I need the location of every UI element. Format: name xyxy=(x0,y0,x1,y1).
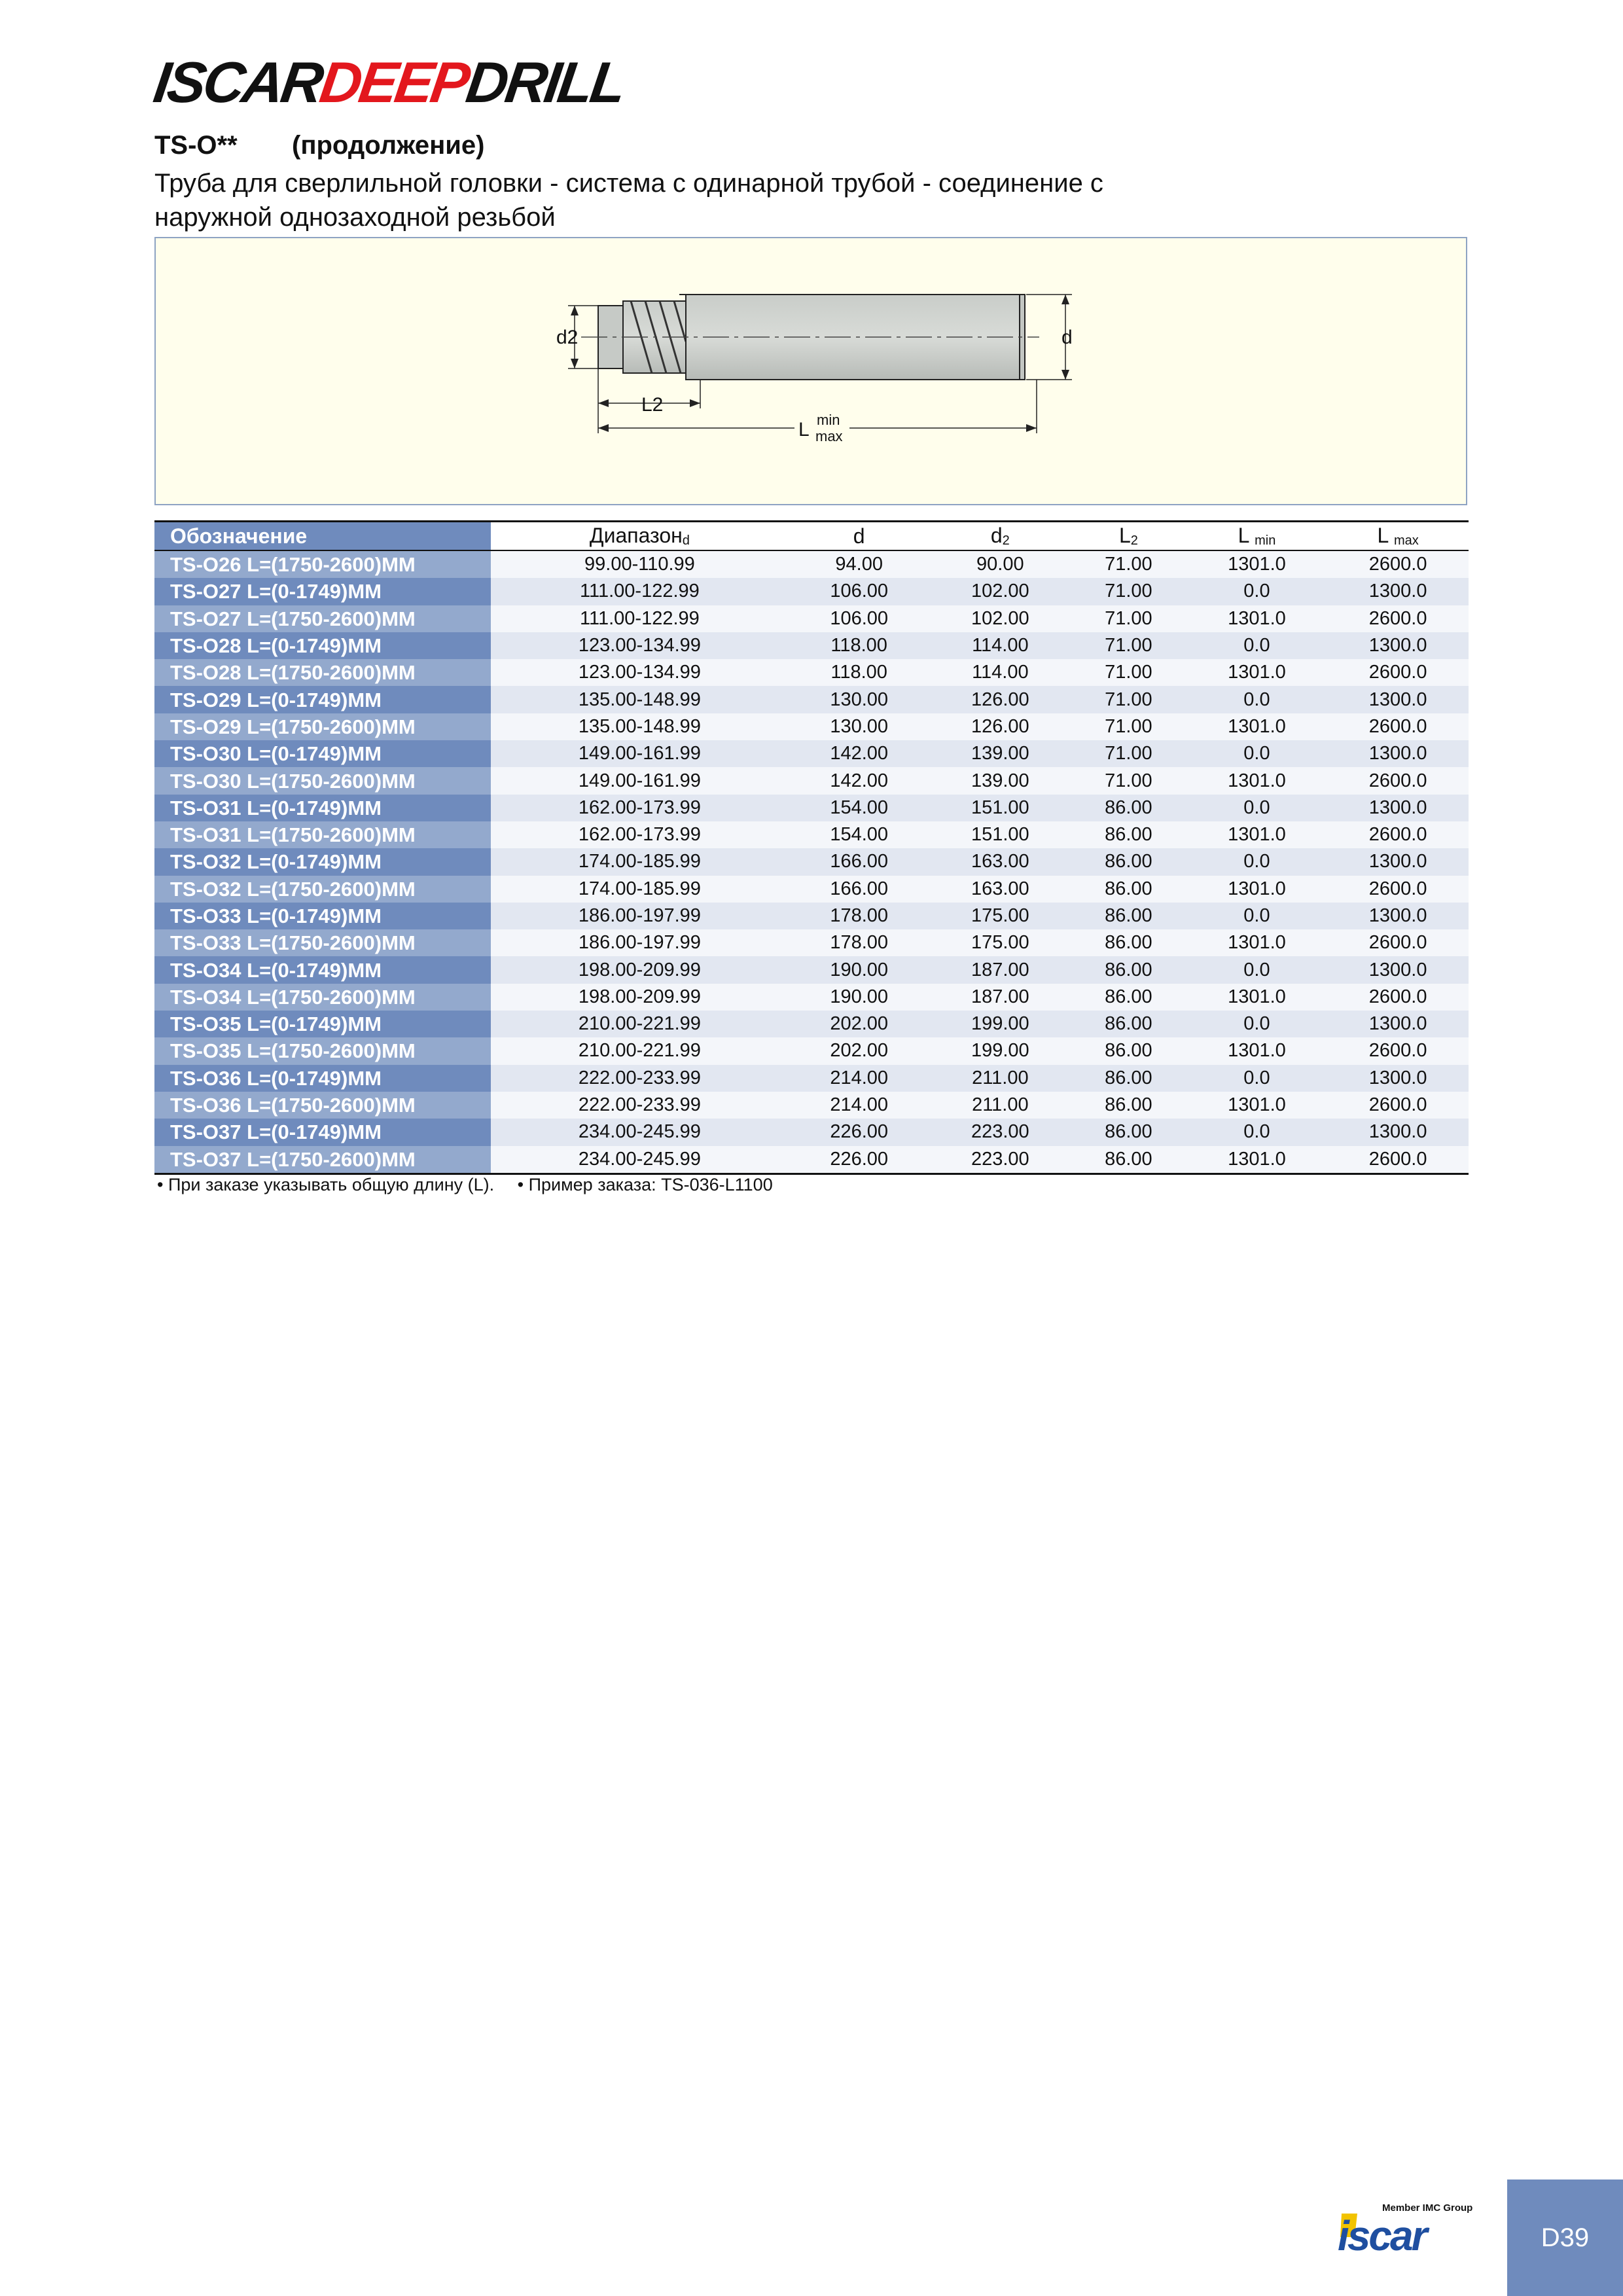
cell-lmax: 2600.0 xyxy=(1327,767,1469,794)
label-L: L xyxy=(798,419,810,440)
cell-d2: 114.00 xyxy=(930,659,1071,686)
cell-l2: 71.00 xyxy=(1071,713,1186,740)
cell-d: 142.00 xyxy=(789,767,930,794)
table-row xyxy=(154,605,1469,632)
cell-d2: 151.00 xyxy=(930,821,1071,848)
cell-lmin: 1301.0 xyxy=(1186,984,1328,1011)
cell-d2: 126.00 xyxy=(930,686,1071,713)
cell-lmax: 2600.0 xyxy=(1327,1092,1469,1119)
cell-d: 190.00 xyxy=(789,984,930,1011)
cell-range: 234.00-245.99 xyxy=(491,1146,789,1174)
cell-d: 142.00 xyxy=(789,740,930,767)
cell-lmax: 2600.0 xyxy=(1327,659,1469,686)
cell-lmax: 1300.0 xyxy=(1327,578,1469,605)
table-row xyxy=(154,632,1469,659)
col-L2: L2 xyxy=(1071,522,1186,551)
cell-lmin: 1301.0 xyxy=(1186,1092,1328,1119)
cell-lmin: 0.0 xyxy=(1186,740,1328,767)
cell-range: 174.00-185.99 xyxy=(491,848,789,875)
label-d2: d2 xyxy=(556,327,579,348)
cell-range: 111.00-122.99 xyxy=(491,578,789,605)
cell-lmax: 1300.0 xyxy=(1327,1065,1469,1092)
cell-range: 186.00-197.99 xyxy=(491,903,789,929)
cell-designation: TS-O27 L=(0-1749)MM xyxy=(154,578,491,605)
cell-d2: 187.00 xyxy=(930,984,1071,1011)
table-row xyxy=(154,1092,1469,1119)
cell-designation: TS-O32 L=(0-1749)MM xyxy=(154,848,491,875)
cell-range: 222.00-233.99 xyxy=(491,1092,789,1119)
iscar-logo-text: iscar xyxy=(1338,2212,1426,2259)
cell-lmin: 1301.0 xyxy=(1186,1037,1328,1064)
cell-d2: 223.00 xyxy=(930,1119,1071,1145)
cell-l2: 86.00 xyxy=(1071,876,1186,903)
cell-range: 222.00-233.99 xyxy=(491,1065,789,1092)
table-row xyxy=(154,956,1469,983)
table-row xyxy=(154,848,1469,875)
table-row xyxy=(154,686,1469,713)
cell-range: 198.00-209.99 xyxy=(491,956,789,983)
logo-deep-text: DEEP xyxy=(315,50,472,115)
product-description: Труба для сверлильной головки - система с одинарной трубой - соединение с наружной однозаходной резьбой xyxy=(154,169,1103,232)
cell-l2: 71.00 xyxy=(1071,740,1186,767)
cell-l2: 86.00 xyxy=(1071,1092,1186,1119)
spec-table xyxy=(154,520,1469,1175)
cell-range: 99.00-110.99 xyxy=(491,550,789,578)
cell-lmin: 1301.0 xyxy=(1186,550,1328,578)
footnote-order-example: • Пример заказа: TS-036-L1100 xyxy=(517,1175,773,1194)
cell-designation: TS-O33 L=(1750-2600)MM xyxy=(154,929,491,956)
cell-d: 130.00 xyxy=(789,686,930,713)
cell-lmax: 1300.0 xyxy=(1327,956,1469,983)
cell-lmin: 1301.0 xyxy=(1186,1146,1328,1174)
cell-lmin: 0.0 xyxy=(1186,578,1328,605)
cell-lmax: 2600.0 xyxy=(1327,929,1469,956)
cell-lmin: 1301.0 xyxy=(1186,929,1328,956)
cell-designation: TS-O36 L=(0-1749)MM xyxy=(154,1065,491,1092)
table-body xyxy=(154,550,1469,1174)
cell-l2: 71.00 xyxy=(1071,578,1186,605)
cell-lmax: 2600.0 xyxy=(1327,1037,1469,1064)
cell-range: 111.00-122.99 xyxy=(491,605,789,632)
table-header-row xyxy=(154,522,1469,551)
col-range: Диапазонd xyxy=(491,522,789,551)
cell-l2: 86.00 xyxy=(1071,1146,1186,1174)
cell-d: 154.00 xyxy=(789,821,930,848)
table-row xyxy=(154,903,1469,929)
cell-l2: 86.00 xyxy=(1071,956,1186,983)
label-d: d xyxy=(1061,327,1073,348)
cell-lmax: 1300.0 xyxy=(1327,1011,1469,1037)
table-row xyxy=(154,713,1469,740)
cell-d: 190.00 xyxy=(789,956,930,983)
cell-l2: 71.00 xyxy=(1071,632,1186,659)
imc-member-logo xyxy=(1335,2198,1472,2263)
cell-d2: 199.00 xyxy=(930,1037,1071,1064)
cell-d2: 90.00 xyxy=(930,550,1071,578)
cell-d: 154.00 xyxy=(789,795,930,821)
cell-designation: TS-O27 L=(1750-2600)MM xyxy=(154,605,491,632)
cell-lmax: 1300.0 xyxy=(1327,632,1469,659)
col-Lmax: L max xyxy=(1327,522,1469,551)
cell-designation: TS-O35 L=(0-1749)MM xyxy=(154,1011,491,1037)
cell-lmin: 0.0 xyxy=(1186,1011,1328,1037)
cell-l2: 86.00 xyxy=(1071,1011,1186,1037)
cell-lmax: 1300.0 xyxy=(1327,740,1469,767)
cell-range: 135.00-148.99 xyxy=(491,713,789,740)
cell-designation: TS-O31 L=(1750-2600)MM xyxy=(154,821,491,848)
cell-l2: 86.00 xyxy=(1071,984,1186,1011)
cell-designation: TS-O34 L=(1750-2600)MM xyxy=(154,984,491,1011)
cell-d: 118.00 xyxy=(789,659,930,686)
cell-d2: 223.00 xyxy=(930,1146,1071,1174)
cell-range: 123.00-134.99 xyxy=(491,632,789,659)
cell-l2: 86.00 xyxy=(1071,795,1186,821)
col-d: d xyxy=(789,522,930,551)
cell-d: 118.00 xyxy=(789,632,930,659)
cell-range: 174.00-185.99 xyxy=(491,876,789,903)
cell-lmin: 1301.0 xyxy=(1186,767,1328,794)
cell-lmin: 1301.0 xyxy=(1186,605,1328,632)
cell-lmin: 1301.0 xyxy=(1186,713,1328,740)
label-L2: L2 xyxy=(641,394,664,416)
iscar-deepdrill-logo xyxy=(150,50,628,115)
table-row xyxy=(154,767,1469,794)
cell-range: 186.00-197.99 xyxy=(491,929,789,956)
product-code: TS-O** xyxy=(154,131,238,160)
technical-drawing xyxy=(154,237,1467,505)
cell-lmin: 0.0 xyxy=(1186,1119,1328,1145)
table-row xyxy=(154,578,1469,605)
cell-lmin: 0.0 xyxy=(1186,1065,1328,1092)
cell-d2: 199.00 xyxy=(930,1011,1071,1037)
cell-d2: 151.00 xyxy=(930,795,1071,821)
cell-d2: 139.00 xyxy=(930,740,1071,767)
cell-designation: TS-O30 L=(1750-2600)MM xyxy=(154,767,491,794)
continued-label: (продолжение) xyxy=(292,131,485,160)
cell-d: 214.00 xyxy=(789,1092,930,1119)
table-row xyxy=(154,876,1469,903)
cell-d: 202.00 xyxy=(789,1011,930,1037)
table-row xyxy=(154,1037,1469,1064)
cell-l2: 71.00 xyxy=(1071,686,1186,713)
cell-lmin: 0.0 xyxy=(1186,795,1328,821)
cell-lmin: 1301.0 xyxy=(1186,876,1328,903)
table-row xyxy=(154,740,1469,767)
cell-range: 135.00-148.99 xyxy=(491,686,789,713)
cell-range: 198.00-209.99 xyxy=(491,984,789,1011)
cell-designation: TS-O28 L=(0-1749)MM xyxy=(154,632,491,659)
table-row xyxy=(154,795,1469,821)
cell-d: 226.00 xyxy=(789,1146,930,1174)
logo-drill-text: DRILL xyxy=(462,50,628,115)
cell-range: 210.00-221.99 xyxy=(491,1037,789,1064)
cell-designation: TS-O37 L=(1750-2600)MM xyxy=(154,1146,491,1174)
cell-l2: 71.00 xyxy=(1071,550,1186,578)
cell-lmax: 1300.0 xyxy=(1327,903,1469,929)
cell-lmax: 2600.0 xyxy=(1327,984,1469,1011)
cell-d: 94.00 xyxy=(789,550,930,578)
cell-lmin: 0.0 xyxy=(1186,686,1328,713)
cell-designation: TS-O26 L=(1750-2600)MM xyxy=(154,550,491,578)
cell-designation: TS-O37 L=(0-1749)MM xyxy=(154,1119,491,1145)
cell-d2: 102.00 xyxy=(930,605,1071,632)
cell-lmax: 2600.0 xyxy=(1327,605,1469,632)
cell-designation: TS-O34 L=(0-1749)MM xyxy=(154,956,491,983)
cell-l2: 86.00 xyxy=(1071,848,1186,875)
cell-lmax: 1300.0 xyxy=(1327,848,1469,875)
cell-lmin: 1301.0 xyxy=(1186,659,1328,686)
cell-range: 149.00-161.99 xyxy=(491,767,789,794)
cell-lmin: 0.0 xyxy=(1186,956,1328,983)
cell-d2: 139.00 xyxy=(930,767,1071,794)
cell-range: 123.00-134.99 xyxy=(491,659,789,686)
cell-designation: TS-O31 L=(0-1749)MM xyxy=(154,795,491,821)
cell-l2: 71.00 xyxy=(1071,767,1186,794)
cell-l2: 86.00 xyxy=(1071,929,1186,956)
cell-lmax: 2600.0 xyxy=(1327,1146,1469,1174)
cell-lmin: 0.0 xyxy=(1186,903,1328,929)
cell-lmax: 1300.0 xyxy=(1327,795,1469,821)
cell-l2: 86.00 xyxy=(1071,1065,1186,1092)
cell-d2: 126.00 xyxy=(930,713,1071,740)
cell-designation: TS-O36 L=(1750-2600)MM xyxy=(154,1092,491,1119)
col-Lmin: L min xyxy=(1186,522,1328,551)
logo-iscar-text: ISCAR xyxy=(150,50,325,115)
cell-range: 234.00-245.99 xyxy=(491,1119,789,1145)
cell-d2: 163.00 xyxy=(930,848,1071,875)
cell-lmax: 1300.0 xyxy=(1327,1119,1469,1145)
cell-lmax: 2600.0 xyxy=(1327,713,1469,740)
cell-d2: 102.00 xyxy=(930,578,1071,605)
tube-drawing-svg xyxy=(156,238,1469,507)
cell-range: 210.00-221.99 xyxy=(491,1011,789,1037)
table-row xyxy=(154,1146,1469,1174)
cell-d2: 114.00 xyxy=(930,632,1071,659)
footnote-order-length: • При заказе указывать общую длину (L). xyxy=(157,1175,495,1194)
col-designation: Обозначение xyxy=(154,522,491,551)
table-row xyxy=(154,1065,1469,1092)
cell-range: 149.00-161.99 xyxy=(491,740,789,767)
cell-lmax: 2600.0 xyxy=(1327,876,1469,903)
cell-l2: 86.00 xyxy=(1071,1037,1186,1064)
table-row xyxy=(154,984,1469,1011)
cell-lmax: 2600.0 xyxy=(1327,550,1469,578)
table-row xyxy=(154,929,1469,956)
cell-designation: TS-O30 L=(0-1749)MM xyxy=(154,740,491,767)
cell-d2: 175.00 xyxy=(930,929,1071,956)
page-number: D39 xyxy=(1507,2179,1623,2296)
cell-range: 162.00-173.99 xyxy=(491,821,789,848)
cell-lmax: 1300.0 xyxy=(1327,686,1469,713)
cell-designation: TS-O33 L=(0-1749)MM xyxy=(154,903,491,929)
label-L-max: max xyxy=(815,428,843,444)
cell-d: 178.00 xyxy=(789,903,930,929)
table-row xyxy=(154,659,1469,686)
cell-d: 178.00 xyxy=(789,929,930,956)
cell-d: 214.00 xyxy=(789,1065,930,1092)
cell-d: 202.00 xyxy=(789,1037,930,1064)
cell-d2: 211.00 xyxy=(930,1065,1071,1092)
cell-l2: 86.00 xyxy=(1071,903,1186,929)
table-row xyxy=(154,1011,1469,1037)
table-row xyxy=(154,550,1469,578)
cell-d: 106.00 xyxy=(789,605,930,632)
cell-d: 166.00 xyxy=(789,848,930,875)
label-L-min: min xyxy=(817,412,840,428)
table-row xyxy=(154,821,1469,848)
cell-designation: TS-O28 L=(1750-2600)MM xyxy=(154,659,491,686)
cell-d: 226.00 xyxy=(789,1119,930,1145)
cell-designation: TS-O32 L=(1750-2600)MM xyxy=(154,876,491,903)
cell-d: 106.00 xyxy=(789,578,930,605)
cell-d2: 211.00 xyxy=(930,1092,1071,1119)
cell-designation: TS-O29 L=(0-1749)MM xyxy=(154,686,491,713)
cell-l2: 71.00 xyxy=(1071,659,1186,686)
cell-designation: TS-O35 L=(1750-2600)MM xyxy=(154,1037,491,1064)
member-text: Member IMC Group xyxy=(1382,2202,1472,2214)
cell-designation: TS-O29 L=(1750-2600)MM xyxy=(154,713,491,740)
cell-lmin: 1301.0 xyxy=(1186,821,1328,848)
col-d2: d2 xyxy=(930,522,1071,551)
cell-lmax: 2600.0 xyxy=(1327,821,1469,848)
cell-l2: 86.00 xyxy=(1071,821,1186,848)
cell-d2: 175.00 xyxy=(930,903,1071,929)
table-row xyxy=(154,1119,1469,1145)
cell-d: 166.00 xyxy=(789,876,930,903)
cell-d2: 163.00 xyxy=(930,876,1071,903)
cell-d2: 187.00 xyxy=(930,956,1071,983)
cell-d: 130.00 xyxy=(789,713,930,740)
cell-l2: 86.00 xyxy=(1071,1119,1186,1145)
cell-l2: 71.00 xyxy=(1071,605,1186,632)
cell-range: 162.00-173.99 xyxy=(491,795,789,821)
cell-lmin: 0.0 xyxy=(1186,632,1328,659)
footnotes xyxy=(157,1175,791,1195)
cell-lmin: 0.0 xyxy=(1186,848,1328,875)
